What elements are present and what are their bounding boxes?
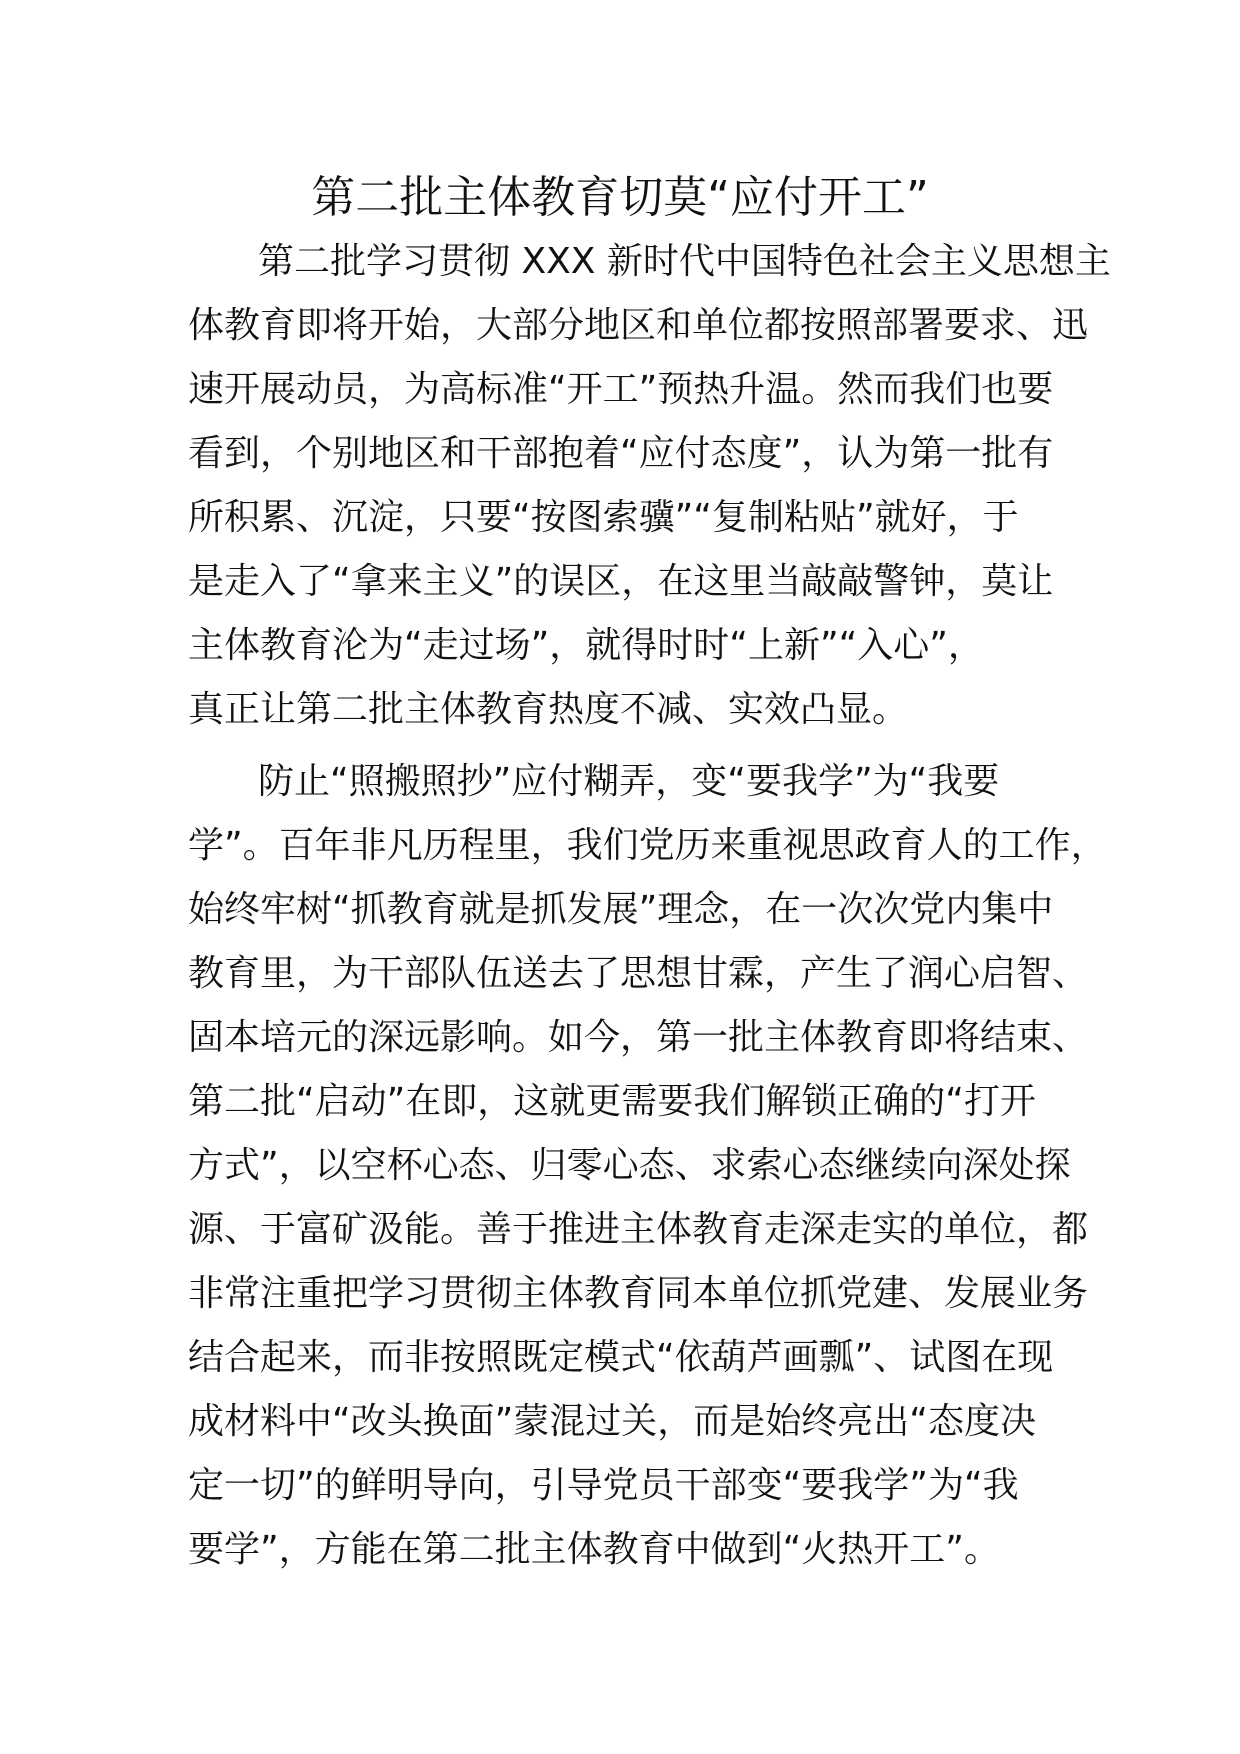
paragraph-line: 源、于富矿汲能。善于推进主体教育走深走实的单位，都 bbox=[188, 1209, 1089, 1250]
paragraph-line: 看到，个别地区和干部抱着“应付态度”，认为第一批有 bbox=[188, 433, 1054, 474]
paragraph-line: 结合起来，而非按照既定模式“依葫芦画瓢”、试图在现 bbox=[188, 1337, 1054, 1378]
paragraph-line: 要学”，方能在第二批主体教育中做到“火热开工”。 bbox=[188, 1529, 1000, 1570]
paragraph-line: 学”。百年非凡历程里，我们党历来重视思政育人的工作， bbox=[188, 825, 1107, 866]
paragraph-2 bbox=[188, 750, 1107, 1582]
paragraph-line: 速开展动员，为高标准“开工”预热升温。然而我们也要 bbox=[188, 369, 1054, 410]
paragraph-line: 始终牢树“抓教育就是抓发展”理念，在一次次党内集中 bbox=[188, 889, 1054, 930]
paragraph-line: 定一切”的鲜明导向，引导党员干部变“要我学”为“我 bbox=[188, 1465, 1019, 1506]
paragraph-line: 是走入了“拿来主义”的误区，在这里当敲敲警钟，莫让 bbox=[188, 561, 1054, 602]
paragraph-line: 防止“照搬照抄”应付糊弄，变“要我学”为“我要 bbox=[258, 761, 1000, 802]
paragraph-line: 真正让第二批主体教育热度不减、实效凸显。 bbox=[188, 689, 909, 730]
paragraph-line: 所积累、沉淀，只要“按图索骥”“复制粘贴”就好，于 bbox=[188, 497, 1019, 538]
document-title: 第二批主体教育切莫“应付开工” bbox=[311, 172, 929, 223]
paragraph-line: 第二批“启动”在即，这就更需要我们解锁正确的“打开 bbox=[188, 1081, 1036, 1122]
paragraph-line: 主体教育沦为“走过场”，就得时时“上新”“入心”， bbox=[188, 625, 984, 666]
paragraph-line: 方式”，以空杯心态、归零心态、求索心态继续向深处探 bbox=[188, 1145, 1071, 1186]
paragraph-line: 体教育即将开始，大部分地区和单位都按照部署要求、迅 bbox=[188, 305, 1089, 346]
paragraph-line: 成材料中“改头换面”蒙混过关，而是始终亮出“态度决 bbox=[188, 1401, 1036, 1442]
paragraph-line: 教育里，为干部队伍送去了思想甘霖，产生了润心启智、 bbox=[188, 953, 1089, 994]
paragraph-line: 第二批学习贯彻 XXX 新时代中国特色社会主义思想主 bbox=[258, 241, 1111, 282]
paragraph-line: 非常注重把学习贯彻主体教育同本单位抓党建、发展业务 bbox=[188, 1273, 1089, 1314]
paragraph-line: 固本培元的深远影响。如今，第一批主体教育即将结束、 bbox=[188, 1017, 1089, 1058]
paragraph-1 bbox=[188, 230, 1111, 742]
